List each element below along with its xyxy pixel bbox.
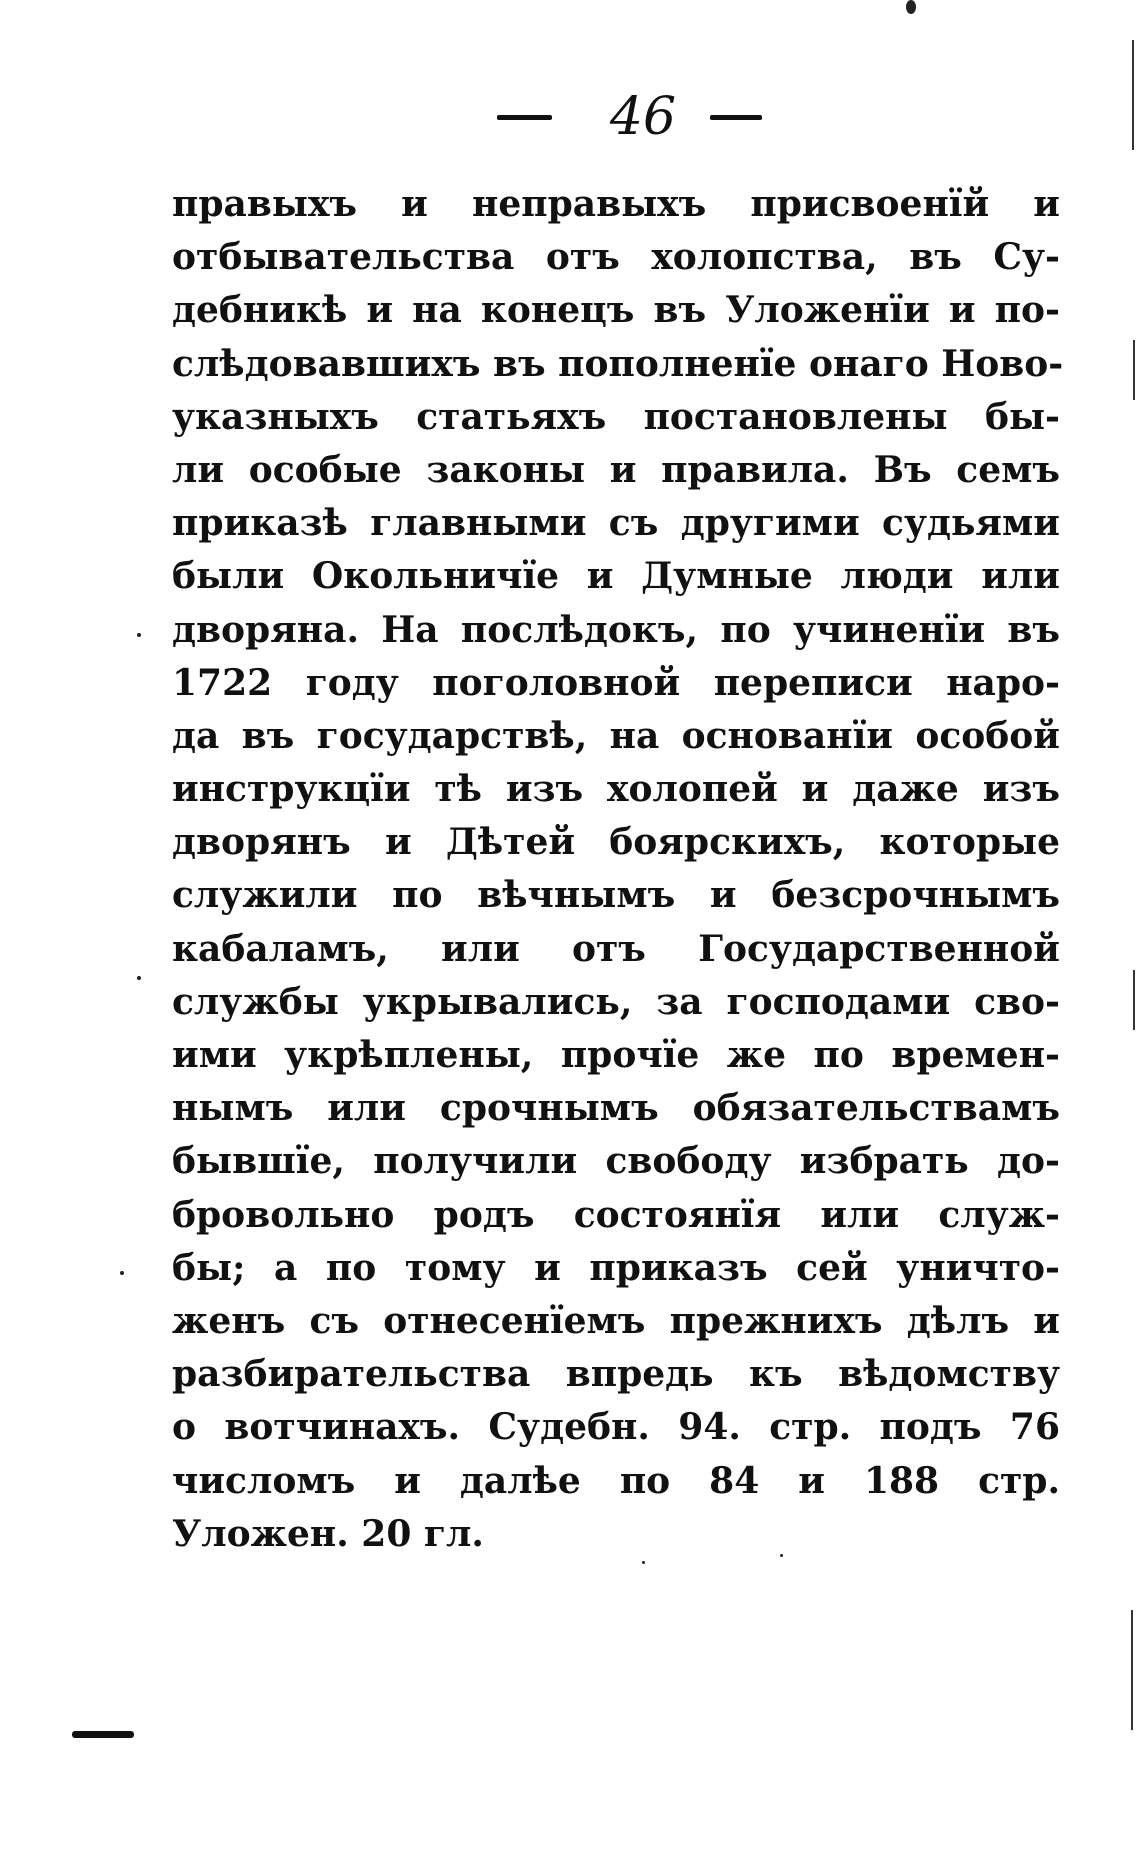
page-number: 46 [609, 87, 677, 147]
header-dash-right [710, 115, 762, 120]
page-edge-mark [1133, 970, 1135, 1030]
page-edge-mark [1133, 340, 1135, 400]
text-line: были Окольничїе и Думные люди или [172, 555, 1060, 598]
text-line: дворяна. На послѣдокъ, по учиненїи въ [172, 608, 1060, 651]
text-line: правыхъ и неправыхъ присвоенїй и [172, 183, 1060, 225]
text-line: бывшїе, получили свободу избрать до- [172, 1140, 1060, 1183]
text-line: числомъ и далѣе по 84 и 188 стр. [172, 1459, 1060, 1502]
text-line: слѣдовавшихъ въ пополненїе онаго Ново- [172, 342, 1064, 385]
text-line: кабаламъ, или отъ Государственной [172, 927, 1060, 970]
footer-rule [72, 1731, 134, 1738]
text-line: разбирательства впредь къ вѣдомству [172, 1353, 1060, 1396]
header-dash-left [497, 115, 552, 120]
text-line: нымъ или срочнымъ обязательствамъ [172, 1087, 1060, 1130]
text-line: ими укрѣплены, прочїе же по времен- [172, 1034, 1060, 1076]
page-header [0, 82, 1140, 152]
text-line: да въ государствѣ, на основанїи особой [172, 714, 1060, 757]
text-line: Уложен. 20 гл. [172, 1512, 484, 1555]
text-line: бровольно родъ состоянїя или служ- [172, 1193, 1060, 1236]
scan-speck [780, 1554, 783, 1557]
text-line: дворянъ и Дѣтей боярскихъ, которые [172, 821, 1060, 864]
text-line: указныхъ статьяхъ постановлены бы- [172, 395, 1060, 438]
scan-speck [906, 0, 916, 14]
body-text [172, 178, 1064, 1561]
scan-speck [137, 633, 141, 637]
text-line: служили по вѣчнымъ и безсрочнымъ [172, 874, 1060, 917]
page-edge-mark [1131, 1610, 1133, 1730]
text-line: дебникѣ и на конецъ въ Уложенїи и по- [172, 289, 1060, 332]
text-line: инструкцїи тѣ изъ холопей и даже изъ [172, 768, 1060, 811]
text-line: 1722 году поголовной переписи наро- [172, 661, 1060, 704]
scan-speck [642, 1561, 645, 1564]
text-line: о вотчинахъ. Судебн. 94. стр. подъ 76 [172, 1406, 1060, 1449]
scan-speck [120, 1271, 124, 1275]
text-line: службы укрывались, за господами сво- [172, 980, 1060, 1023]
text-line: отбывательства отъ холопства, въ Су- [172, 236, 1060, 279]
scan-speck [137, 976, 141, 980]
text-line: бы; а по тому и приказъ сей уничто- [172, 1246, 1060, 1289]
page-edge-mark [1132, 40, 1134, 150]
text-line: ли особые законы и правила. Въ семъ [172, 448, 1060, 491]
text-line: приказѣ главными съ другими судьями [172, 502, 1060, 545]
text-line: женъ съ отнесенїемъ прежнихъ дѣлъ и [172, 1299, 1060, 1342]
